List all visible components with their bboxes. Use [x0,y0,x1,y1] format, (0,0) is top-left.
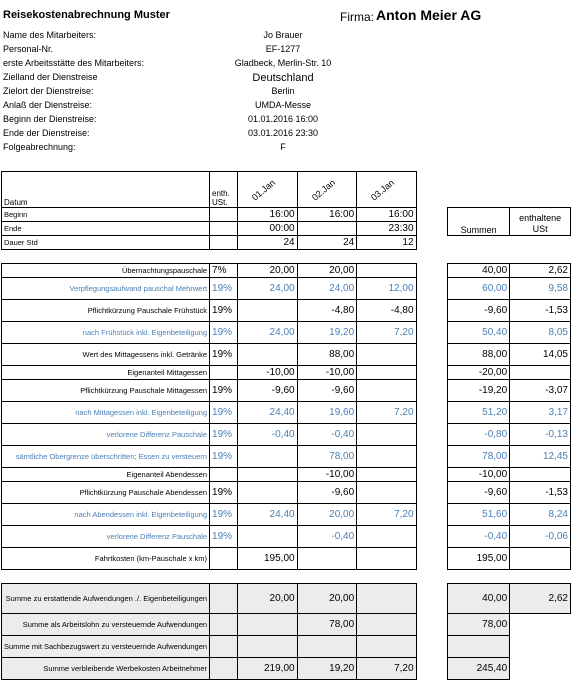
gap-cell [510,570,571,584]
info-value: 01.01.2016 16:00 [247,114,319,124]
table-row [2,402,571,424]
row-sum: -20,00 [448,366,510,380]
row-pct: 19% [210,380,238,402]
spacer [416,658,448,680]
row-label: verlorene Differenz Pauschale [2,424,210,446]
gap-cell [357,250,416,264]
info-value: F [280,142,286,152]
row-sum: 40,00 [448,264,510,278]
date-label: 01.Jan [249,176,277,203]
total-label: Summe als Arbeitslohn zu versteuernde Aufwendungen [2,614,210,636]
row-value: 78,00 [297,446,357,468]
total-value [237,636,297,658]
spacer [416,424,448,446]
time-value [297,222,357,236]
row-value: 24,00 [237,322,297,344]
row-value: 20,00 [297,264,357,278]
info-value: Jo Brauer [263,30,303,40]
row-ust [510,366,571,380]
total-pct [210,584,238,614]
row-ust [510,468,571,482]
row-label: nach Frühstück inkl. Eigenbeteiligung [2,322,210,344]
info-label: Folgeabrechnung: [3,142,76,152]
total-pct [210,636,238,658]
total-sum [448,636,510,658]
row-value: -9,60 [297,482,357,504]
gap-cell [2,250,210,264]
info-row [3,72,373,86]
info-row [3,30,373,44]
total-value [357,584,416,614]
row-value: 20,00 [237,264,297,278]
row-value: -0,40 [297,526,357,548]
row-value: -10,00 [237,366,297,380]
table-row [2,380,571,402]
datum-header: Datum [2,172,210,208]
summen-spacer [448,172,510,208]
row-ust: 12,45 [510,446,571,468]
row-label: Eigenanteil Abendessen [2,468,210,482]
table-row [2,322,571,344]
row-value: 7,20 [357,322,416,344]
total-value [357,614,416,636]
total-value: 78,00 [297,614,357,636]
gap-cell [416,250,448,264]
spacer [416,526,448,548]
row-value [357,482,416,504]
row-sum: 60,00 [448,278,510,300]
total-label: Summe verbleibende Werbekosten Arbeitnehmer [2,658,210,680]
time-value: 24 [297,236,357,250]
gap-cell [448,250,510,264]
row-sum: 50,40 [448,322,510,344]
spacer [416,366,448,380]
info-label: Name des Mitarbeiters: [3,30,97,40]
row-value: -4,80 [357,300,416,322]
table-row [2,482,571,504]
row-value: -10,00 [297,366,357,380]
row-label: Pflichtkürzung Pauschale Mittagessen [2,380,210,402]
time-value: 16:00 [237,208,297,222]
info-value: UMDA-Messe [254,100,311,110]
row-value: 24,40 [237,402,297,424]
info-value: Gladbeck, Merlin-Str. 10 [234,58,332,68]
row-label: nach Abendessen inkl. Eigenbeteiligung [2,504,210,526]
spacer [416,236,448,250]
total-pct [210,658,238,680]
row-label: Fahrtkosten (km-Pauschale x km) [2,548,210,570]
gap-row [2,570,571,584]
document-title: Reisekostenabrechnung Muster [3,9,170,21]
total-value [357,636,416,658]
info-label: Zielort der Dienstreise: [3,86,94,96]
row-value: 7,20 [357,504,416,526]
gap-cell [210,570,238,584]
date-header [237,172,297,208]
gap-cell [297,570,357,584]
row-sum: 51,60 [448,504,510,526]
row-value [297,548,357,570]
firma-label: Firma: [340,10,374,24]
time-value: 12 [357,236,416,250]
row-ust: 3,17 [510,402,571,424]
row-value: 24,00 [237,278,297,300]
spacer [416,380,448,402]
gap-cell [237,250,297,264]
total-pct [210,614,238,636]
row-ust: -1,53 [510,300,571,322]
row-value [357,264,416,278]
info-row [3,58,373,72]
info-row [3,114,373,128]
row-value: 195,00 [237,548,297,570]
row-value [237,482,297,504]
spacer [448,236,510,250]
gap-cell [510,250,571,264]
info-value: Berlin [271,86,295,96]
time-value: 00:00 [237,222,297,236]
date-label: 03.Jan [369,176,397,203]
table-row [2,526,571,548]
spacer [416,402,448,424]
enthaltene-ust-header: enthaltene USt [510,208,571,236]
info-label: Personal-Nr. [3,44,54,54]
row-value [237,468,297,482]
row-value [357,344,416,366]
pct-cell [210,236,238,250]
row-value: 24,40 [237,504,297,526]
row-value [357,548,416,570]
time-value: 24 [237,236,297,250]
spacer [416,614,448,636]
table-row [2,504,571,526]
row-ust: 14,05 [510,344,571,366]
enth-ust-header: enth. USt. [210,172,238,208]
row-pct: 19% [210,322,238,344]
info-label: Beginn der Dienstreise: [3,114,97,124]
row-value [237,344,297,366]
info-label: erste Arbeitsstätte des Mitarbeiters: [3,58,145,68]
spacer [416,322,448,344]
info-row [3,86,373,100]
total-value: 20,00 [237,584,297,614]
total-value: 20,00 [297,584,357,614]
row-sum: 195,00 [448,548,510,570]
table-row [2,278,571,300]
row-value: -4,80 [297,300,357,322]
spacer [416,504,448,526]
row-pct: 19% [210,300,238,322]
row-sum: -0,80 [448,424,510,446]
spacer [416,344,448,366]
spacer [416,300,448,322]
row-ust: 2,62 [510,264,571,278]
total-ust: 2,62 [510,584,571,614]
total-value [297,636,357,658]
row-value: 19,60 [297,402,357,424]
total-sum: 78,00 [448,614,510,636]
row-sum: -9,60 [448,482,510,504]
row-ust: -0,06 [510,526,571,548]
row-sum: -10,00 [448,468,510,482]
info-value: EF-1277 [265,44,301,54]
pct-cell [210,208,238,222]
info-row [3,44,373,58]
row-ust: 8,24 [510,504,571,526]
firma-value: Anton Meier AG [376,7,482,23]
total-label: Summe zu erstattende Aufwendungen ./. Eigenbeteiligungen [2,584,210,614]
spacer [416,264,448,278]
summen-header: Summen [448,208,510,236]
row-pct [210,548,238,570]
row-label: Wert des Mittagessens inkl. Getränke [2,344,210,366]
gap-cell [2,570,210,584]
row-ust: 9,58 [510,278,571,300]
row-ust: -0,13 [510,424,571,446]
row-sum: -19,20 [448,380,510,402]
row-value: 20,00 [297,504,357,526]
spacer [416,208,448,222]
info-row [3,142,373,156]
gap-row [2,250,571,264]
info-value: 03.01.2016 23:30 [247,128,319,138]
row-value: 7,20 [357,402,416,424]
total-row [2,658,571,680]
row-label: nach Mittagessen inkl. Eigenbeteiligung [2,402,210,424]
gap-cell [416,570,448,584]
total-ust [510,614,571,636]
info-label: Anlaß der Dienstreise: [3,100,93,110]
row-sum: 88,00 [448,344,510,366]
gap-cell [210,250,238,264]
row-sum: -0,40 [448,526,510,548]
total-row [2,614,571,636]
table-row [2,344,571,366]
table-row [2,424,571,446]
total-ust [510,636,571,658]
row-label: Verpflegungsaufwand pauschal Mehrwert [2,278,210,300]
spacer [416,172,448,208]
row-value [237,526,297,548]
spacer [510,236,571,250]
row-label: verlorene Differenz Pauschale [2,526,210,548]
row-value: 88,00 [297,344,357,366]
row-ust: -3,07 [510,380,571,402]
time-label: Beginn [2,208,210,222]
gap-cell [297,250,357,264]
info-row [3,128,373,142]
time-value: 23:30 [357,222,416,236]
table-row [2,468,571,482]
spacer [416,278,448,300]
row-pct: 19% [210,504,238,526]
info-value: Deutschland [252,72,314,84]
pct-cell [210,222,238,236]
row-value: 24,00 [297,278,357,300]
total-value: 7,20 [357,658,416,680]
table-row [2,300,571,322]
total-value: 219,00 [237,658,297,680]
total-row [2,636,571,658]
table-row [2,366,571,380]
spacer [416,548,448,570]
row-pct: 19% [210,446,238,468]
time-label: Ende [2,222,210,236]
row-sum: 78,00 [448,446,510,468]
row-ust: -1,53 [510,482,571,504]
total-sum: 40,00 [448,584,510,614]
table-row [2,264,571,278]
total-row [2,584,571,614]
total-label: Summe mit Sachbezugswert zu versteuernde Aufwendungen [2,636,210,658]
expense-table [1,171,571,680]
row-pct [210,468,238,482]
row-pct: 7% [210,264,238,278]
ust-spacer [510,172,571,208]
spacer [416,482,448,504]
row-sum: 51,20 [448,402,510,424]
table-row [2,548,571,570]
row-pct: 19% [210,402,238,424]
time-value: 16:00 [357,208,416,222]
spacer [416,468,448,482]
gap-cell [237,570,297,584]
total-value: 19,20 [297,658,357,680]
gap-cell [448,570,510,584]
time-row-dauer [2,236,571,250]
row-pct [210,366,238,380]
row-label: Übernachtungspauschale [2,264,210,278]
row-value: 19,20 [297,322,357,344]
time-value: 16:00 [297,208,357,222]
row-value: -0,40 [237,424,297,446]
row-pct: 19% [210,482,238,504]
gap-cell [357,570,416,584]
row-pct: 19% [210,424,238,446]
row-label: sämtliche Obergrenze überschritten; Essen zu versteuern [2,446,210,468]
row-value: -9,60 [237,380,297,402]
row-value: 12,00 [357,278,416,300]
row-sum: -9,60 [448,300,510,322]
row-value: -0,40 [297,424,357,446]
row-pct: 19% [210,278,238,300]
row-value [357,446,416,468]
total-ust [510,658,571,680]
spacer [416,446,448,468]
spacer [416,584,448,614]
row-value [357,424,416,446]
row-value [237,300,297,322]
info-row [3,100,373,114]
row-ust [510,548,571,570]
date-header [297,172,357,208]
time-label: Dauer Std [2,236,210,250]
spacer [416,636,448,658]
info-label: Zielland der Dienstreise [3,72,98,82]
table-row [2,446,571,468]
table-header-row [2,172,571,208]
row-value [357,366,416,380]
row-value [357,468,416,482]
info-label: Ende der Dienstreise: [3,128,90,138]
row-value [357,380,416,402]
total-value [237,614,297,636]
row-value [237,446,297,468]
row-label: Eigenanteil Mittagessen [2,366,210,380]
row-label: Pflichtkürzung Pauschale Abendessen [2,482,210,504]
spacer [416,222,448,236]
time-row-beginn [2,208,571,222]
row-value: -9,60 [297,380,357,402]
row-pct: 19% [210,526,238,548]
row-pct: 19% [210,344,238,366]
row-value: -10,00 [297,468,357,482]
row-label: Pflichtkürzung Pauschale Frühstück [2,300,210,322]
row-value [357,526,416,548]
date-label: 02.Jan [309,176,337,203]
row-ust: 8,05 [510,322,571,344]
date-header [357,172,416,208]
total-sum: 245,40 [448,658,510,680]
